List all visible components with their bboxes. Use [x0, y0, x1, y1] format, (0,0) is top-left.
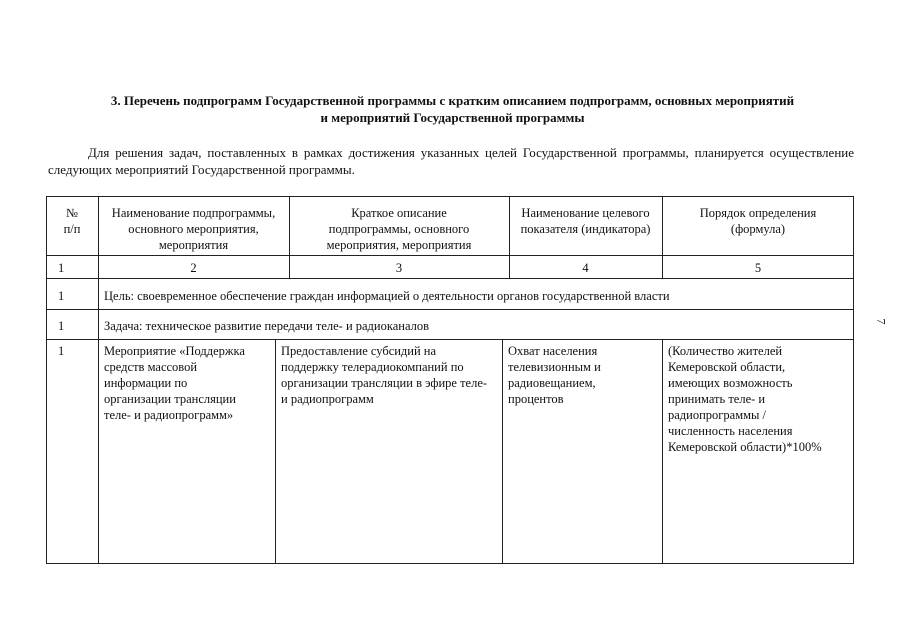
item-row-name: Мероприятие «Поддержка средств массовой информации по организации трансляции теле- и радиопрограмм»	[104, 344, 245, 422]
table-rule	[46, 309, 854, 310]
intro-paragraph: Для решения задач, поставленных в рамках достижения указанных целей Государственной программы, планируется осуществление следующих мероприятий Государственной программы.	[48, 145, 854, 177]
header-description: Краткое описание подпрограммы, основного мероприятия, мероприятия	[326, 206, 472, 252]
goal-row-num: 1	[58, 289, 65, 303]
item-row-description: Предоставление субсидий на поддержку телерадиокомпаний по организации трансляции в эфире теле- и радиопрограмм	[281, 344, 488, 406]
item-row-indicator: Охват населения телевизионным и радиовещанием, процентов	[508, 344, 601, 406]
col-number-1: 1	[58, 261, 65, 275]
header-num: № п/п	[63, 206, 81, 236]
header-formula: Порядок определения (формула)	[699, 206, 817, 236]
col-number-4: 4	[582, 261, 589, 275]
table-rule	[46, 339, 854, 340]
page-number: 7	[874, 318, 889, 325]
item-row-formula: (Количество жителей Кемеровской области, имеющих возможность принимать теле- и радиопрограммы / численность населения Кемеровской области)*100%	[668, 344, 822, 454]
col-number-5: 5	[754, 261, 762, 275]
section-heading-line2: и мероприятий Государственной программы	[320, 110, 585, 125]
col-number-3: 3	[395, 261, 403, 275]
col-number-2: 2	[190, 261, 197, 275]
task-row-num: 1	[58, 319, 65, 333]
item-row-num: 1	[58, 344, 65, 358]
table-rule	[46, 278, 854, 279]
header-indicator: Наименование целевого показателя (индикатора)	[520, 206, 651, 236]
table-rule	[46, 255, 854, 256]
task-row-text: Задача: техническое развитие передачи теле- и радиоканалов	[104, 319, 430, 333]
goal-row-text: Цель: своевременное обеспечение граждан информацией о деятельности органов государственной власти	[104, 289, 670, 303]
section-heading	[40, 92, 865, 126]
header-name: Наименование подпрограммы, основного мероприятия, мероприятия	[111, 206, 276, 252]
section-heading-line1: 3. Перечень подпрограмм Государственной программы с кратким описанием подпрограмм, основных мероприятий	[110, 93, 795, 108]
